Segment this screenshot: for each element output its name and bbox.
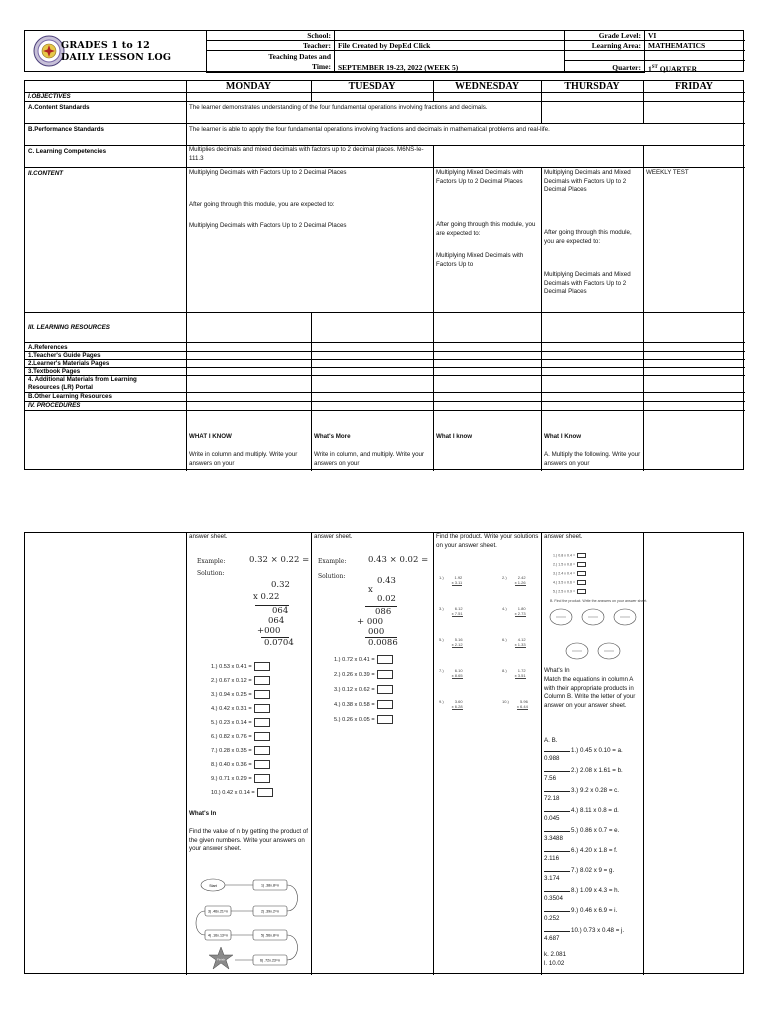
wed-problem-bottom: x 3.11 bbox=[451, 580, 463, 585]
grade-label: Grade Level: bbox=[565, 31, 645, 41]
mon-item-text: 2.) 0.67 x 0.12 = bbox=[211, 677, 252, 684]
wed-content-2: After going through this module, you are expected to: bbox=[436, 221, 536, 237]
answer-blank[interactable] bbox=[544, 746, 570, 752]
wed-problem bbox=[502, 606, 526, 617]
tue-item bbox=[334, 715, 393, 724]
mon-item-text: 4.) 0.42 x 0.31 = bbox=[211, 705, 252, 712]
wed-problem-bottom: x 2.73 bbox=[514, 611, 526, 616]
thu-extra-k: k. 2.081 bbox=[544, 951, 567, 958]
row-tg-pages: 1.Teacher's Guide Pages bbox=[28, 352, 101, 359]
thu-match-equation-text: 7.) 8.02 x 9 = g. bbox=[571, 867, 615, 874]
row-resources bbox=[28, 324, 110, 331]
quarter-label: Quarter: bbox=[565, 61, 645, 73]
thu-small-item bbox=[553, 571, 586, 576]
wed-content: Multiplying Mixed Decimals with Factors Up to 2 Decimal Places bbox=[436, 169, 524, 185]
wed-problem-stack bbox=[452, 699, 463, 710]
thu-match-equation-text: 4.) 8.11 x 0.8 = d. bbox=[571, 807, 619, 814]
row-procedures bbox=[28, 402, 80, 409]
tue-item bbox=[334, 655, 393, 664]
rule bbox=[541, 533, 542, 975]
answer-box[interactable] bbox=[377, 670, 393, 679]
mon-item bbox=[211, 774, 270, 783]
thu-match-product: 0.988 bbox=[544, 755, 560, 762]
flow-node: 6) .72x.23=n bbox=[259, 958, 281, 963]
wed-problem-stack bbox=[515, 575, 526, 586]
dates-label-line1: Teaching Dates and bbox=[268, 52, 331, 61]
mon-sol-line: 0.0704 bbox=[264, 638, 294, 648]
flow-node: 3) .46x.21=n bbox=[207, 909, 229, 914]
row-textbook-pages: 3.Textbook Pages bbox=[28, 368, 81, 375]
quarter-number: 1 bbox=[648, 64, 652, 73]
wed-problem-number: 1.) bbox=[439, 575, 444, 580]
teacher-value: File Created by DepEd Click bbox=[335, 41, 565, 51]
dates-value: SEPTEMBER 19-23, 2022 (WEEK 5) bbox=[335, 51, 565, 73]
answer-blank[interactable] bbox=[544, 886, 570, 892]
wed-problem-bottom: x 1.26 bbox=[514, 580, 526, 585]
day-tuesday: TUESDAY bbox=[348, 81, 396, 92]
mon-content-3: Multiplying Decimals with Factors Up to 2 Decimal Places bbox=[189, 222, 347, 229]
wed-problem-number: 10.) bbox=[502, 699, 509, 704]
wed-problem-top: 3.60 bbox=[454, 699, 463, 704]
wed-problem-stack bbox=[452, 575, 463, 586]
tue-item bbox=[334, 700, 393, 709]
row-objectives bbox=[28, 93, 71, 100]
wed-problem-number: 3.) bbox=[439, 606, 444, 611]
row-additional-2: Resources (LR) Portal bbox=[28, 384, 93, 391]
tue-sol-line: 086 bbox=[375, 607, 392, 617]
tue-example-eq: 0.43 × 0.02 = bbox=[368, 555, 429, 565]
quarter-suffix: ST bbox=[651, 65, 658, 70]
mon-item-text: 7.) 0.28 x 0.35 = bbox=[211, 747, 252, 754]
thu-whats-in: What's In bbox=[544, 667, 570, 674]
logo-area bbox=[25, 31, 207, 73]
school-value bbox=[335, 31, 565, 41]
tue-proc-title: What's More bbox=[314, 433, 351, 440]
answer-box[interactable] bbox=[377, 715, 393, 724]
flow-node: 5) .56x.8=n bbox=[260, 933, 280, 938]
wed-problem bbox=[502, 637, 526, 648]
tue-item-text: 3.) 0.12 x 0.62 = bbox=[334, 686, 375, 693]
answer-box[interactable] bbox=[577, 553, 586, 558]
answer-blank[interactable] bbox=[544, 866, 570, 872]
thu-small-item-text: 1.) 0.8 x 0.4 = bbox=[553, 553, 576, 558]
thu-small-item-text: 4.) 3.5 x 0.6 = bbox=[553, 580, 576, 585]
thu-ab: A. B. bbox=[544, 737, 558, 744]
wed-problem-top: 5.96 bbox=[520, 699, 528, 704]
thu-content: Multiplying Decimals and Mixed Decimals with Factors Up to 2 Decimal Places bbox=[544, 169, 631, 194]
mon-sol-line: 064 bbox=[268, 616, 285, 626]
thu-match-equation-text: 5.) 0.86 x 0.7 = e. bbox=[571, 827, 620, 834]
answer-box[interactable] bbox=[254, 676, 270, 685]
wed-problem-stack bbox=[515, 606, 526, 617]
wed-problem bbox=[439, 699, 463, 710]
row-other-resources: B.Other Learning Resources bbox=[28, 393, 112, 400]
answer-box[interactable] bbox=[254, 732, 270, 741]
wed-problem-top: 1.72 bbox=[517, 668, 526, 673]
thu-match-product: 0.3504 bbox=[544, 895, 563, 902]
wed-problem-top: 1.92 bbox=[454, 575, 463, 580]
mon-item bbox=[211, 760, 270, 769]
wed-problem bbox=[439, 668, 463, 679]
mon-sol-line: x 0.22 bbox=[253, 592, 280, 602]
tue-solution-label: Solution: bbox=[318, 573, 346, 580]
wed-content-3: Multiplying Mixed Decimals with Factors Up to bbox=[436, 252, 524, 268]
tue-sol-line: 0.02 bbox=[377, 594, 396, 604]
mon-solution-label: Solution: bbox=[197, 570, 225, 577]
tue-example-label: Example: bbox=[318, 558, 347, 565]
wed-problem-top: 5.16 bbox=[454, 637, 463, 642]
answer-blank[interactable] bbox=[544, 826, 570, 832]
answer-box[interactable] bbox=[377, 685, 393, 694]
mon-item bbox=[211, 662, 270, 671]
answer-blank[interactable] bbox=[544, 846, 570, 852]
mon-item-text: 5.) 0.23 x 0.14 = bbox=[211, 719, 252, 726]
thu-small-item bbox=[553, 553, 586, 558]
answer-box[interactable] bbox=[254, 690, 270, 699]
lesson-table bbox=[24, 80, 744, 470]
rule bbox=[186, 81, 187, 471]
answer-box[interactable] bbox=[377, 700, 393, 709]
answer-box[interactable] bbox=[577, 589, 586, 594]
mon-item-text: 3.) 0.94 x 0.25 = bbox=[211, 691, 252, 698]
wed-problem-bottom: x 1.33 bbox=[514, 642, 526, 647]
rule bbox=[25, 167, 745, 168]
wed-problem-top: 4.12 bbox=[517, 637, 526, 642]
wed-cont: Find the product. Write your solutions on your answer sheet. bbox=[436, 533, 539, 549]
wed-problem-bottom: x 7.51 bbox=[451, 611, 463, 616]
thu-small-item bbox=[553, 589, 586, 594]
wed-problem-number: 5.) bbox=[439, 637, 444, 642]
row-procedures-text: IV. PROCEDURES bbox=[28, 402, 81, 409]
row-additional-1: 4. Additional Materials from Learning bbox=[28, 376, 137, 383]
brand-line-1: GRADES 1 to 12 bbox=[61, 40, 150, 51]
thu-match-product: 3.174 bbox=[544, 875, 560, 882]
mon-example-label: Example: bbox=[197, 558, 226, 565]
rule bbox=[25, 359, 745, 360]
day-wednesday: WEDNESDAY bbox=[454, 81, 520, 92]
day-friday: FRIDAY bbox=[675, 81, 713, 92]
mon-item bbox=[211, 704, 270, 713]
wed-problem-number: 4.) bbox=[502, 606, 507, 611]
row-content bbox=[28, 170, 63, 177]
wed-problem-bottom: x 8.65 bbox=[451, 673, 463, 678]
thu-match-product: 0.045 bbox=[544, 815, 560, 822]
rule bbox=[25, 101, 745, 102]
mon-item-text: 10.) 0.42 x 0.14 = bbox=[211, 789, 255, 796]
mon-sol-line: 064 bbox=[272, 606, 289, 616]
thu-match-product: 7.56 bbox=[544, 775, 557, 782]
answer-box[interactable] bbox=[377, 655, 393, 664]
tue-item-text: 2.) 0.26 x 0.39 = bbox=[334, 671, 375, 678]
wed-problem-stack bbox=[452, 606, 463, 617]
rule bbox=[25, 351, 745, 352]
thu-small-item bbox=[553, 562, 586, 567]
thu-content-3: Multiplying Decimals and Mixed Decimals with Factors Up to 2 Decimal Places bbox=[544, 271, 631, 296]
mon-item-text: 6.) 0.82 x 0.76 = bbox=[211, 733, 252, 740]
rule bbox=[311, 533, 312, 975]
quarter-word: QUARTER bbox=[657, 64, 697, 73]
tue-item-text: 1.) 0.72 x 0.41 = bbox=[334, 656, 375, 663]
thu-match-equation-text: 2.) 2.08 x 1.61 = b. bbox=[571, 767, 623, 774]
answer-box[interactable] bbox=[254, 760, 270, 769]
wed-problem bbox=[439, 637, 463, 648]
rule bbox=[25, 92, 745, 93]
area-value: MATHEMATICS bbox=[645, 41, 745, 51]
thu-small-item-text: 3.) 2.4 x 0.4 = bbox=[553, 571, 576, 576]
answer-box[interactable] bbox=[254, 662, 270, 671]
rule bbox=[25, 123, 745, 124]
answer-blank[interactable] bbox=[544, 906, 570, 912]
answer-blank[interactable] bbox=[544, 926, 570, 932]
tue-cont: answer sheet. bbox=[314, 533, 353, 540]
rule bbox=[25, 367, 745, 368]
tue-item bbox=[334, 685, 393, 694]
answer-box[interactable] bbox=[577, 580, 586, 585]
flow-node: 2) .39x.2=n bbox=[260, 909, 280, 914]
thu-match-equation-text: 8.) 1.09 x 4.3 = h. bbox=[571, 887, 620, 894]
thu-match-equation-text: 3.) 9.2 x 0.28 = c. bbox=[571, 787, 619, 794]
rule bbox=[25, 410, 745, 411]
rule bbox=[643, 145, 644, 471]
thu-match-equation-text: 10.) 0.73 x 0.48 = j. bbox=[571, 927, 625, 934]
mon-example-eq: 0.32 × 0.22 = bbox=[249, 555, 310, 565]
thu-small-item-text: 2.) 1.5 x 0.8 = bbox=[553, 562, 576, 567]
mon-sol-line: +000 bbox=[257, 626, 281, 636]
dates-label-line2: Time: bbox=[311, 62, 331, 71]
thu-match-equation-text: 6.) 4.20 x 1.8 = f. bbox=[571, 847, 618, 854]
wed-problem-number: 2.) bbox=[502, 575, 507, 580]
wed-problem-stack bbox=[515, 637, 526, 648]
grade-value: VI bbox=[645, 31, 745, 41]
mon-item bbox=[211, 690, 270, 699]
wed-problem-top: 2.42 bbox=[517, 575, 526, 580]
mon-item bbox=[211, 788, 273, 797]
wed-problem-top: 1.80 bbox=[517, 606, 526, 611]
mon-item bbox=[211, 746, 270, 755]
answer-box[interactable] bbox=[254, 704, 270, 713]
content-standard-text: The learner demonstrates understanding of the four fundamental operations involving fractions and decimals. bbox=[189, 104, 488, 111]
school-label: School: bbox=[207, 31, 335, 41]
tue-sol-line: 0.43 bbox=[377, 576, 396, 586]
wed-proc-title: What I know bbox=[436, 433, 473, 440]
wed-problem-bottom: x 2.12 bbox=[451, 642, 463, 647]
wed-problem bbox=[502, 699, 528, 710]
thu-proc-text: A. Multiply the following. Write your answers on your bbox=[544, 451, 641, 467]
wed-problem-number: 8.) bbox=[502, 668, 507, 673]
wed-problem-bottom: x 6.44 bbox=[516, 704, 528, 709]
answer-box[interactable] bbox=[577, 571, 586, 576]
teacher-label: Teacher: bbox=[207, 41, 335, 51]
row-competencies: C. Learning Competencies bbox=[28, 148, 107, 155]
wed-problem-stack bbox=[515, 668, 526, 679]
answer-box[interactable] bbox=[254, 746, 270, 755]
mon-content: Multiplying Decimals with Factors Up to 2 Decimal Places bbox=[189, 169, 347, 176]
wed-problem-stack bbox=[452, 668, 463, 679]
rule bbox=[25, 401, 745, 402]
wed-problem bbox=[502, 575, 526, 586]
fri-content: WEEKLY TEST bbox=[646, 169, 689, 176]
dates-label bbox=[207, 51, 335, 73]
blank-label bbox=[565, 51, 645, 61]
mon-item bbox=[211, 732, 270, 741]
answer-box[interactable] bbox=[257, 788, 273, 797]
rule bbox=[25, 342, 745, 343]
thu-match-product: 3.3488 bbox=[544, 835, 563, 842]
mon-whats-in: What's In bbox=[189, 810, 217, 817]
brand-line-2: DAILY LESSON LOG bbox=[61, 52, 172, 63]
flow-node: 4) .16x.13=n bbox=[207, 933, 229, 938]
mon-whats-in-text: Find the value of n by getting the product of the given numbers. Write your answers on your answer sheet. bbox=[189, 828, 309, 853]
mon-item-text: 1.) 0.53 x 0.41 = bbox=[211, 663, 252, 670]
thu-whats-in-text: Match the equations in column A with their appropriate products in Column B. Write the letter of your answer on your answer sheet. bbox=[544, 676, 636, 709]
row-references: A.References bbox=[28, 344, 68, 351]
thu-proc-title: What I Know bbox=[544, 433, 582, 440]
flow-node: Start bbox=[209, 884, 217, 888]
fraction-circles bbox=[547, 605, 641, 665]
rule bbox=[311, 312, 312, 471]
wed-problem-top: 6.10 bbox=[454, 668, 463, 673]
row-resources-text: III. LEARNING RESOURCES bbox=[28, 324, 110, 331]
rule bbox=[433, 145, 434, 471]
tue-sol-line: 0.0086 bbox=[368, 638, 398, 648]
row-content-text: II.CONTENT bbox=[28, 170, 64, 177]
mon-item bbox=[211, 718, 270, 727]
thu-cont: answer sheet. bbox=[544, 533, 583, 540]
thu-small-caption: B. Find the product. Write the answers on your answer sheet. bbox=[550, 599, 648, 603]
wed-problem bbox=[502, 668, 526, 679]
tue-item bbox=[334, 670, 393, 679]
thu-match-product: 72.18 bbox=[544, 795, 560, 802]
mon-item-text: 8.) 0.40 x 0.36 = bbox=[211, 761, 252, 768]
wed-problem-number: 7.) bbox=[439, 668, 444, 673]
tue-proc-text: Write in column, and multiply. Write your answers on your bbox=[314, 451, 425, 467]
mon-proc-text: Write in column and multiply. Write your answers on your bbox=[189, 451, 298, 467]
flow-node: Finish bbox=[216, 957, 226, 962]
flow-node: 1) .38x.8=n bbox=[260, 883, 280, 888]
wed-problem-number: 6.) bbox=[502, 637, 507, 642]
row-lm-pages: 2.Learner's Materials Pages bbox=[28, 360, 110, 367]
mon-cont: answer sheet. bbox=[189, 533, 228, 540]
thu-extra-l: l. 10.02 bbox=[544, 960, 565, 967]
tue-sol-line: x bbox=[368, 585, 373, 595]
wed-problem-bottom: x 6.28 bbox=[451, 704, 463, 709]
answer-blank[interactable] bbox=[544, 766, 570, 772]
rule bbox=[25, 392, 745, 393]
row-performance-standards: B.Performance Standards bbox=[28, 126, 104, 133]
answer-box[interactable] bbox=[254, 718, 270, 727]
thu-match-product: 2.116 bbox=[544, 855, 560, 862]
answer-blank[interactable] bbox=[544, 806, 570, 812]
thu-small-item bbox=[553, 580, 586, 585]
wed-problem-number: 9.) bbox=[439, 699, 444, 704]
thu-small-item-text: 5.) 2.5 x 0.9 = bbox=[553, 589, 576, 594]
answer-box[interactable] bbox=[577, 562, 586, 567]
competency-text: Multiplies decimals and mixed decimals with factors up to 2 decimal places. M6NS-Ie-111.3 bbox=[189, 146, 424, 162]
wed-problem-top: 6.12 bbox=[454, 606, 463, 611]
blank-value bbox=[645, 51, 745, 61]
mon-proc-title: WHAT I KNOW bbox=[189, 433, 232, 440]
flow-diagram bbox=[191, 877, 309, 973]
row-content-standards: A.Content Standards bbox=[28, 104, 90, 111]
rule bbox=[541, 167, 542, 471]
answer-box[interactable] bbox=[254, 774, 270, 783]
wed-problem-stack bbox=[452, 637, 463, 648]
tue-item-text: 5.) 0.26 x 0.05 = bbox=[334, 716, 375, 723]
mon-item bbox=[211, 676, 270, 685]
mon-content-2: After going through this module, you are expected to: bbox=[189, 201, 335, 208]
mon-item-text: 9.) 0.71 x 0.29 = bbox=[211, 775, 252, 782]
wed-problem bbox=[439, 606, 463, 617]
mon-sol-line: 0.32 bbox=[271, 580, 290, 590]
rule bbox=[25, 312, 745, 313]
performance-standard-text: The learner is able to apply the four fundamental operations involving fractions and decimals in mathematical problems and real-life. bbox=[189, 126, 550, 133]
rule bbox=[433, 533, 434, 975]
area-label: Learning Area: bbox=[565, 41, 645, 51]
wed-problem-bottom: x 3.51 bbox=[514, 673, 526, 678]
rule bbox=[186, 533, 187, 975]
row-objectives-text: I.OBJECTIVES bbox=[28, 93, 71, 100]
wed-problem-stack bbox=[517, 699, 528, 710]
procedures-table bbox=[24, 532, 744, 974]
thu-content-2: After going through this module, you are expected to: bbox=[544, 229, 632, 245]
tue-sol-line: 000 bbox=[368, 627, 385, 637]
thu-match-product: 4.687 bbox=[544, 935, 560, 942]
tue-sol-line: + 000 bbox=[357, 617, 384, 627]
thu-match-product: 0.252 bbox=[544, 915, 560, 922]
answer-blank[interactable] bbox=[544, 786, 570, 792]
wed-problem bbox=[439, 575, 462, 586]
day-monday: MONDAY bbox=[225, 81, 272, 92]
quarter-value bbox=[645, 61, 745, 73]
header-table bbox=[24, 30, 744, 72]
tue-item-text: 4.) 0.38 x 0.58 = bbox=[334, 701, 375, 708]
thu-match-equation-text: 1.) 0.45 x 0.10 = a. bbox=[571, 747, 623, 754]
day-thursday: THURSDAY bbox=[564, 81, 620, 92]
thu-match-equation-text: 9.) 0.46 x 6.9 = i. bbox=[571, 907, 618, 914]
